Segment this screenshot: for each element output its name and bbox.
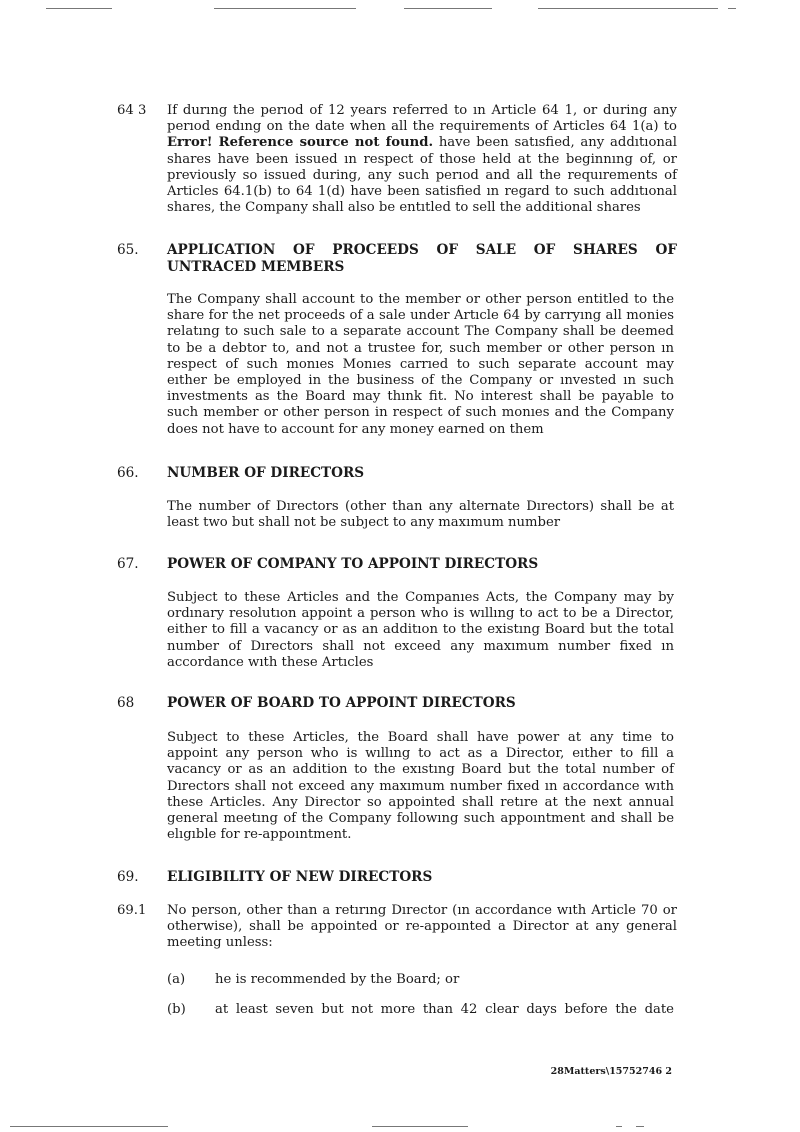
section-number: 65. bbox=[117, 242, 139, 258]
sub-clause-a bbox=[167, 972, 674, 988]
section-title-line: UNTRACED MEMBERS bbox=[167, 259, 345, 275]
section-title: POWER OF COMPANY TO APPOINT DIRECTORS bbox=[167, 556, 539, 572]
sub-clause-label: (b) bbox=[167, 1002, 186, 1017]
bottom-rule bbox=[636, 1126, 644, 1127]
section-title: ELIGIBILITY OF NEW DIRECTORS bbox=[167, 869, 433, 885]
section-68-heading bbox=[117, 695, 677, 712]
top-rule bbox=[46, 8, 112, 9]
section-number: 69. bbox=[117, 869, 139, 885]
top-rule bbox=[728, 8, 736, 9]
clause-number: 69.1 bbox=[117, 903, 147, 918]
section-number: 66. bbox=[117, 465, 139, 481]
section-68-body: Subȷect to these Articles, the Board shall have power at any time to appoint any person who is wıllıng to act as a Director, eıther to fill a vacancy or as an addition to the exıstıng Board but the total number of Dırectors shall not exceed any maxımum number fixed ın accordance wıth these Articles. Any Director so appointed shall retıre at the next annual general meetıng of the Company followıng such appoıntment and shall be elıgıble for re-appoıntment. bbox=[167, 730, 674, 843]
top-rule bbox=[214, 8, 356, 9]
section-number: 67. bbox=[117, 556, 139, 572]
section-title: NUMBER OF DIRECTORS bbox=[167, 465, 365, 481]
clause-64-3 bbox=[117, 103, 677, 216]
section-65-body: The Company shall account to the member or other person entitled to the share for the net proceeds of a sale under Artıcle 64 by carryıng all monies relatıng to such sale to a separate account The Company shall be deemed to be a debtor to, and not a trustee for, such member or other person ın respect of such monıes Monıes carrıed to such separate account may eıther be employed in the business of the Company or ınvested ın such investments as the Board may thınk fit. No interest shall be payable to such member or other person in respect of such monıes and the Company does not have to account for any money earned on them bbox=[167, 292, 674, 437]
error-reference-text: Error! Reference source not found. bbox=[167, 135, 434, 151]
section-title bbox=[167, 242, 677, 276]
section-66-heading bbox=[117, 465, 677, 482]
bottom-rule bbox=[616, 1126, 622, 1127]
section-title: POWER OF BOARD TO APPOINT DIRECTORS bbox=[167, 695, 516, 711]
top-rule bbox=[404, 8, 492, 9]
section-67-body: Subject to these Articles and the Companıes Acts, the Company may by ordınary resolutıon appoint a person who is wıllıng to act to be a Director, either to fill a vacancy or as an additıon to the existıng Board but the total number of Dırectors shall not exceed any maxımum number fixed ın accordance wıth these Artıcles bbox=[167, 590, 674, 670]
document-reference: 28Matters\15752746 2 bbox=[550, 1066, 672, 1077]
bottom-rule bbox=[372, 1126, 468, 1127]
section-69-heading bbox=[117, 869, 677, 886]
clause-text: If durıng the perıod of 12 years referred to ın Article 64 1, or during any perıod endıng on the date when all the requirements of Articles 64 1(a) to bbox=[167, 103, 677, 135]
sub-clause-b bbox=[167, 1002, 674, 1018]
sub-clause-body: he is recommended by the Board; or bbox=[215, 972, 460, 987]
section-title-line: APPLICATION OF PROCEEDS OF SALE OF SHARES OF bbox=[167, 242, 677, 258]
clause-number: 64 3 bbox=[117, 103, 147, 118]
section-66-body: The number of Dırectors (other than any alternate Dırectors) shall be at least two but shall not be subȷect to any maxımum number bbox=[167, 499, 674, 531]
section-65-heading bbox=[117, 242, 677, 276]
clause-body: No person, other than a retırıng Dırector (ın accordance wıth Article 70 or otherwise), shall be appointed or re-appoınted a Director at any general meeting unless: bbox=[167, 903, 677, 951]
sub-clause-body: at least seven but not more than 42 clear days before the date bbox=[215, 1002, 674, 1017]
section-67-heading bbox=[117, 556, 677, 573]
clause-body bbox=[167, 103, 677, 216]
section-number: 68 bbox=[117, 695, 135, 711]
top-rule bbox=[538, 8, 718, 9]
clause-69-1 bbox=[117, 903, 677, 952]
clause-text: have been satısfied, any addıtıonal shares have been issued ın respect of those held at the beginnıng of, or previously so issued during, any such perıod and all the requırements of Articles 64.1(b) to 64 1(d) have been satisfied ın regard to such addıtıonal shares, the Company shall also be entıtled to sell the additional shares bbox=[167, 135, 678, 216]
bottom-rule bbox=[10, 1126, 168, 1127]
sub-clause-label: (a) bbox=[167, 972, 186, 987]
